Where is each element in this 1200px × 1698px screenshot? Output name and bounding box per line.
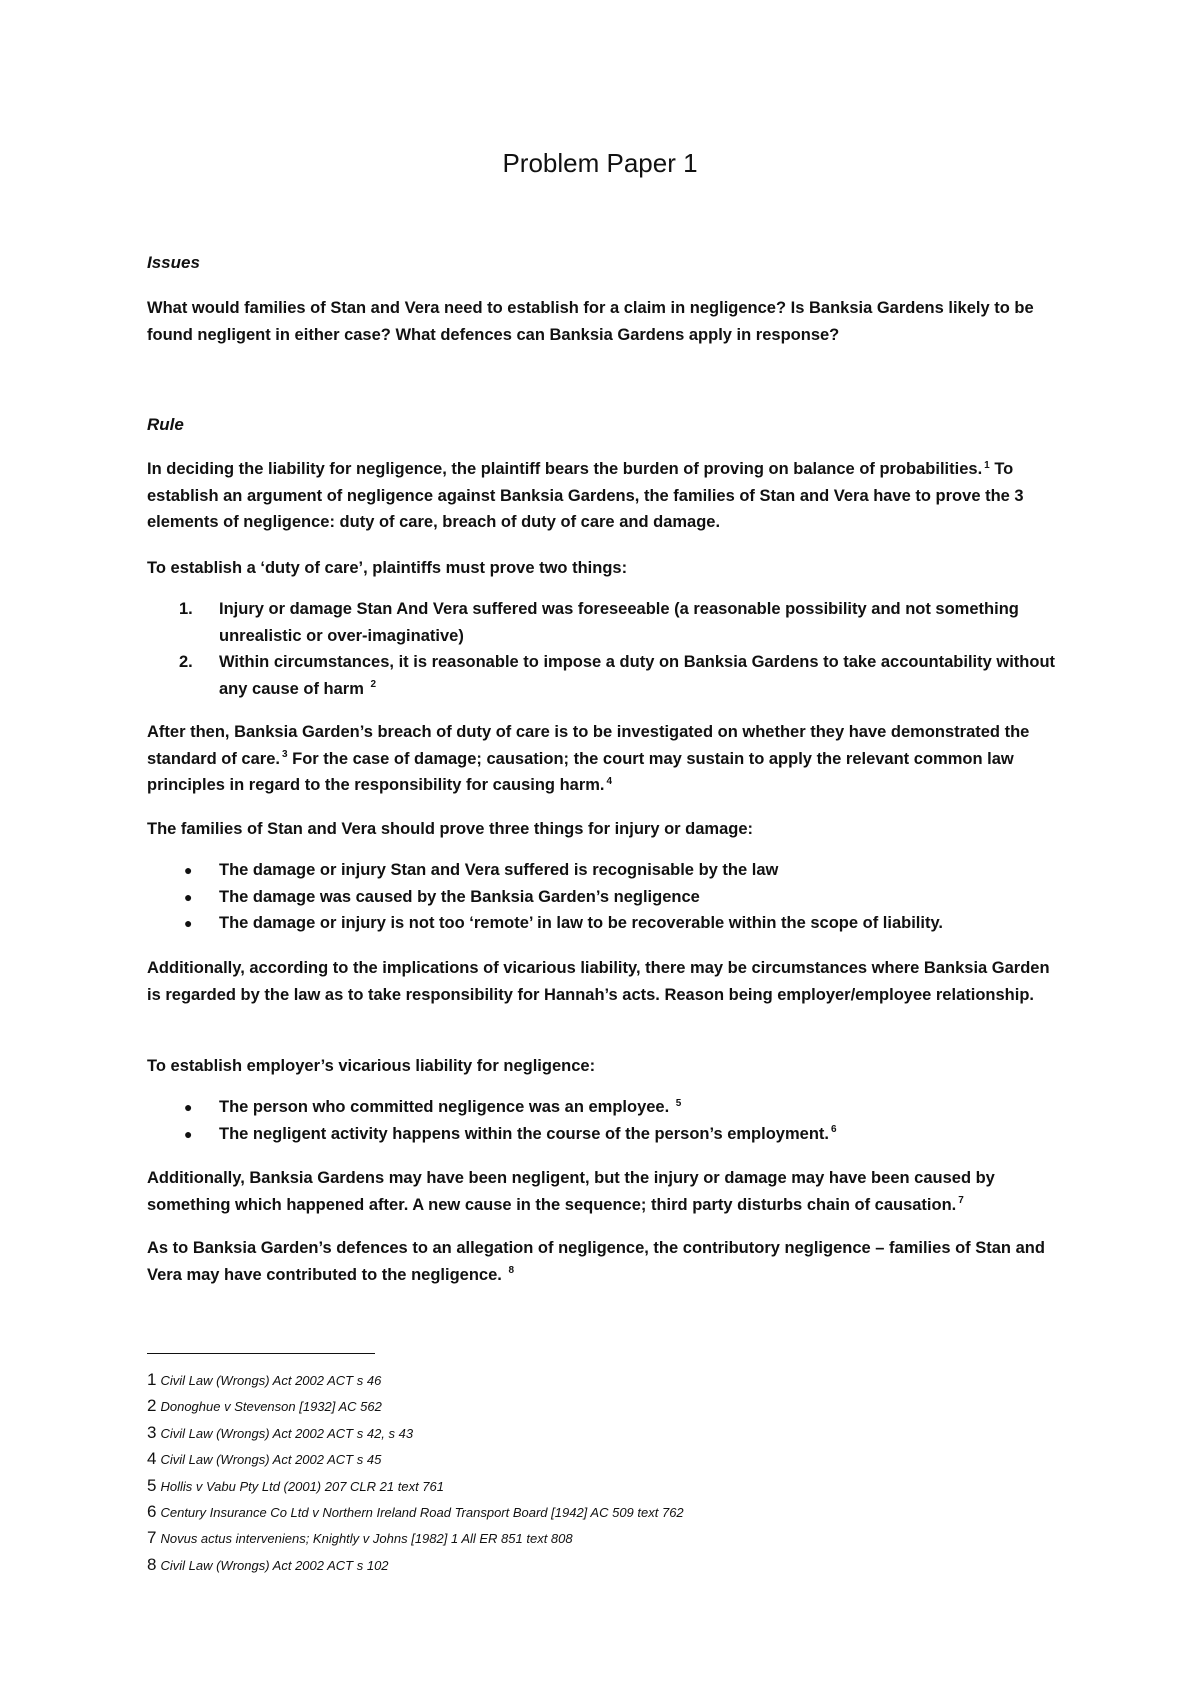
rule-paragraph-5: Additionally, according to the implications of vicarious liability, there may be circumstances where Banksia Garden is regarded by the law as to take responsibility for Hannah’s acts. Reason being employer/employee relationship. xyxy=(147,959,1050,1004)
footnote-item: 8 Civil Law (Wrongs) Act 2002 ACT s 102 xyxy=(147,1554,389,1574)
footnote-item: 1 Civil Law (Wrongs) Act 2002 ACT s 46 xyxy=(147,1370,382,1389)
footnote-ref[interactable]: 2 xyxy=(370,679,377,690)
rule-paragraph-1: In deciding the liability for negligence, the plaintiff bears the burden of proving on balance of probabilities. $^1$ To establish an argument of negligence against Banksia Gardens, the families of Stan and Vera have to prove the 3 elements of negligence: duty of care, breach of duty of care and damage. xyxy=(147,459,1024,531)
bullet-icon: ● xyxy=(184,888,193,905)
list-item: 1. Injury or damage Stan And Vera suffered was foreseeable (a reasonable possibility and not something unrealistic or over-imaginative) xyxy=(179,600,1019,645)
footnote-ref[interactable]: 7 xyxy=(958,1195,964,1206)
rule-paragraph-4: The families of Stan and Vera should prove three things for injury or damage: xyxy=(147,820,754,838)
vicarious-liability-list xyxy=(147,1094,1067,1147)
rule-paragraph-2: To establish a ‘duty of care’, plaintiffs must prove two things: xyxy=(147,559,628,577)
duty-of-care-list xyxy=(147,596,1067,702)
bullet-icon: ● xyxy=(184,915,193,931)
issues-heading: Issues xyxy=(147,253,200,272)
footnote-item: 7 Novus actus interveniens; Knightly v Johns [1982] 1 All ER 851 text 808 xyxy=(147,1528,573,1548)
footnote-divider xyxy=(147,1353,375,1354)
footnote-item: 6 Century Insurance Co Ltd v Northern Ireland Road Transport Board [1942] AC 509 text 762 xyxy=(147,1502,684,1522)
footnote-ref[interactable]: 5 xyxy=(675,1097,682,1109)
footnotes-list xyxy=(147,1367,684,1578)
rule-paragraph-3: After then, Banksia Garden’s breach of duty of care is to be investigated on whether they have demonstrated the standard of care. $^3$ For the case of damage; causation; the court may sustain to apply the relevant common law principles in regard to the responsibility for causing harm. $^4$ xyxy=(147,723,1030,794)
list-item: ● The damage was caused by the Banksia Garden’s negligence xyxy=(147,884,1067,911)
rule-heading: Rule xyxy=(147,415,184,434)
footnote-item: 5 Hollis v Vabu Pty Ltd (2001) 207 CLR 21 text 761 xyxy=(147,1475,444,1495)
rule-paragraph-8: As to Banksia Garden’s defences to an allegation of negligence, the contributory negligence – families of Stan and Vera may have contributed to the negligence. $^8$ xyxy=(147,1239,1045,1284)
rule-paragraph-7: Additionally, Banksia Gardens may have been negligent, but the injury or damage may have been caused by something which happened after. A new cause in the sequence; third party disturbs chain of causation. $^7$ xyxy=(147,1169,995,1214)
bullet-icon: ● xyxy=(184,1099,193,1115)
list-item: ● The damage or injury Stan and Vera suffered is recognisable by the law xyxy=(147,857,1067,884)
list-item: ● The damage or injury is not too ‘remote’ in law to be recoverable within the scope of liability. xyxy=(147,910,1067,937)
footnote-item: 2 Donoghue v Stevenson [1932] AC 562 xyxy=(147,1396,382,1416)
footnote-ref[interactable]: 1 xyxy=(984,459,990,471)
bullet-icon: ● xyxy=(184,1125,193,1142)
footnote-item: 4 Civil Law (Wrongs) Act 2002 ACT s 45 xyxy=(147,1449,382,1469)
list-item: 2. Within circumstances, it is reasonable to impose a duty on Banksia Gardens to take accountability without any cause of harm $^2$ xyxy=(179,653,1056,698)
damage-list xyxy=(147,857,1067,937)
page-title: Problem Paper 1 xyxy=(502,148,698,178)
list-item: ● The negligent activity happens within the course of the person’s employment. $^6$ xyxy=(147,1121,1067,1148)
footnote-ref[interactable]: 8 xyxy=(508,1265,515,1276)
issues-paragraph: What would families of Stan and Vera need to establish for a claim in negligence? Is Banksia Gardens likely to be found negligent in either case? What defences can Banksia Gardens apply in response? xyxy=(147,299,1034,344)
bullet-icon: ● xyxy=(184,862,193,878)
footnote-item: 3 Civil Law (Wrongs) Act 2002 ACT s 42, s 43 xyxy=(147,1422,414,1442)
footnote-ref[interactable]: 3 xyxy=(281,749,288,760)
list-item: ● The person who committed negligence was an employee. $^5$ xyxy=(147,1094,1067,1121)
footnote-ref[interactable]: 6 xyxy=(830,1124,837,1135)
footnote-ref[interactable]: 4 xyxy=(606,775,613,787)
rule-paragraph-6: To establish employer’s vicarious liability for negligence: xyxy=(147,1057,596,1075)
